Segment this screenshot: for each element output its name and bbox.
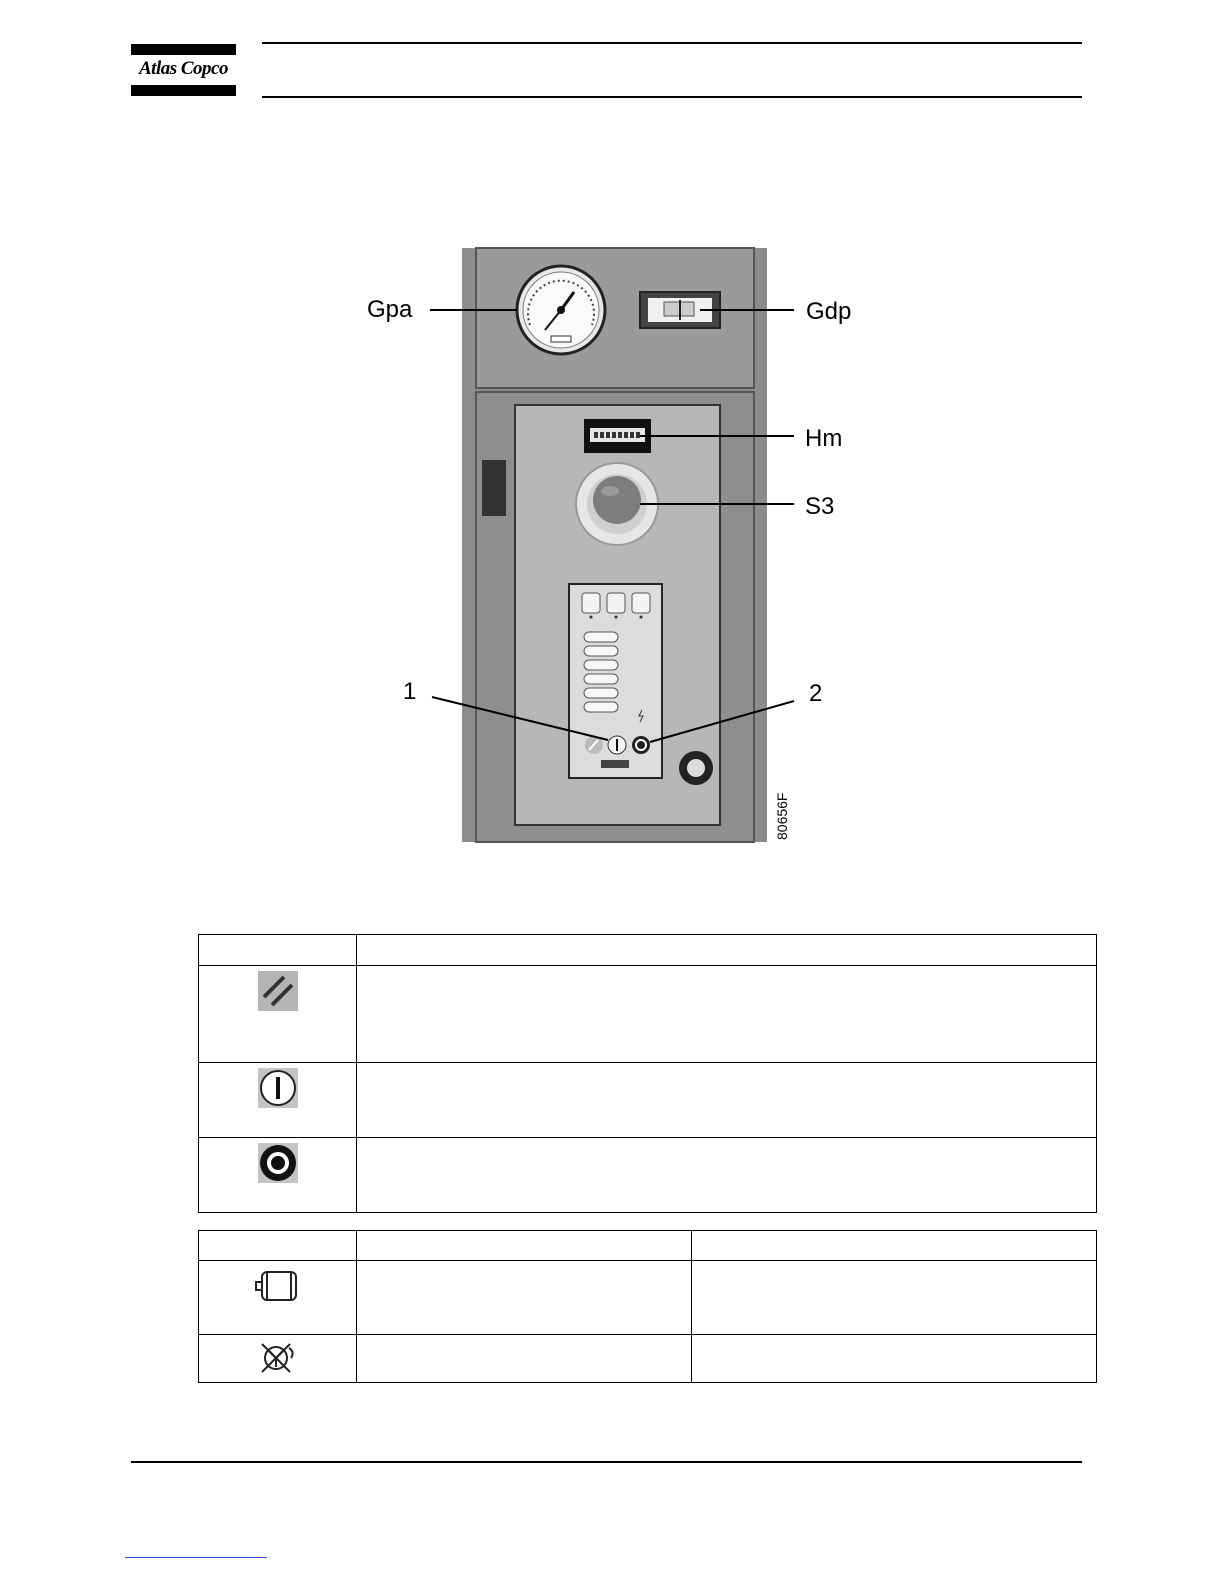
table-row <box>199 1138 1097 1213</box>
callout-1: 1 <box>403 678 417 705</box>
table-row <box>199 966 1097 1063</box>
figure-reference-number: 80656F <box>774 792 790 840</box>
control-panel-figure <box>360 240 870 850</box>
table-row <box>199 1063 1097 1138</box>
icon-cell <box>199 1063 357 1138</box>
cell <box>357 1335 692 1383</box>
reset-icon <box>258 971 298 1014</box>
pressure-gauge-gpa <box>517 266 605 354</box>
callout-gdp: Gdp <box>806 298 852 325</box>
header-cell <box>357 1231 692 1261</box>
icon-cell <box>199 966 357 1063</box>
description-cell <box>357 1063 1097 1138</box>
start-icon <box>258 1068 298 1111</box>
description-cell <box>357 966 1097 1063</box>
icon-cell <box>199 1138 357 1213</box>
cell <box>357 1261 692 1335</box>
icon-cell <box>199 1335 357 1383</box>
header-rule-top <box>262 42 1082 44</box>
fan-icon <box>256 1338 300 1381</box>
callout-s3: S3 <box>805 493 835 520</box>
motor-icon <box>250 1266 306 1309</box>
regulator-panel <box>569 584 662 778</box>
header-cell <box>692 1231 1097 1261</box>
header-cell <box>357 935 1097 966</box>
callout-gpa: Gpa <box>367 296 413 323</box>
table-header-row <box>199 935 1097 966</box>
header-rule-bottom <box>262 96 1082 98</box>
atlas-copco-logo: Atlas Copco <box>139 58 228 79</box>
table-header-row <box>199 1231 1097 1261</box>
stop-icon <box>258 1143 298 1186</box>
header-cell <box>199 1231 357 1261</box>
key-lock <box>679 751 713 785</box>
table-row <box>199 1335 1097 1383</box>
logo-bar-bottom <box>131 85 236 96</box>
header-cell <box>199 935 357 966</box>
cell <box>692 1261 1097 1335</box>
footer-link-underline[interactable] <box>125 1557 267 1558</box>
buttons-table <box>198 934 1097 1213</box>
description-cell <box>357 1138 1097 1213</box>
cell <box>692 1335 1097 1383</box>
footer-rule <box>131 1461 1082 1463</box>
callout-hm: Hm <box>805 425 843 452</box>
door-handle <box>482 460 506 516</box>
icon-cell <box>199 1261 357 1335</box>
logo-bar-top <box>131 44 236 55</box>
callout-2: 2 <box>809 680 823 707</box>
table-row <box>199 1261 1097 1335</box>
indicators-table <box>198 1230 1097 1383</box>
